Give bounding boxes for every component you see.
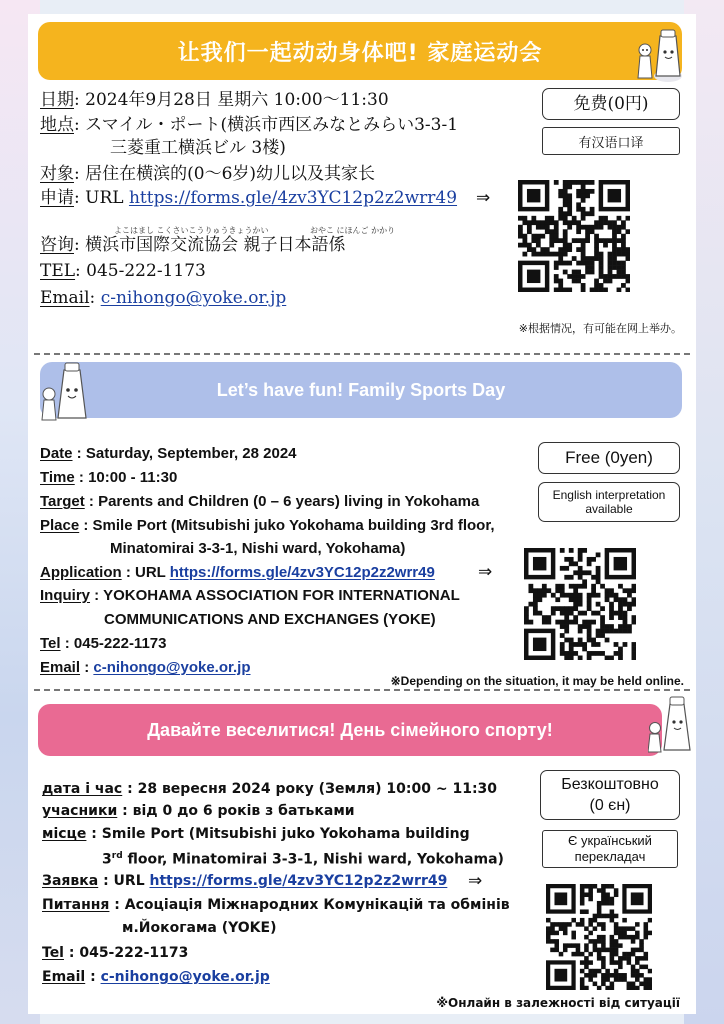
chinese-free-badge bbox=[542, 88, 680, 120]
english-free-text: Free (0yen) bbox=[565, 448, 653, 467]
english-email-sep: : bbox=[80, 659, 94, 676]
chinese-online-note: ※根据情况，有可能在网上举办。 bbox=[518, 322, 682, 335]
english-application-prefix: : URL bbox=[121, 564, 170, 581]
english-title-banner bbox=[40, 362, 682, 418]
ukrainian-date-row bbox=[42, 780, 497, 799]
mascot-icon bbox=[38, 360, 102, 424]
flyer-sheet bbox=[28, 14, 696, 1014]
chinese-date-label: 日期 bbox=[40, 90, 74, 110]
ukrainian-application-url-link[interactable]: https://forms.gle/4zv3YC12p2z2wrr49 bbox=[149, 873, 448, 889]
english-inquiry-value-line2: COMMUNICATIONS AND EXCHANGES (YOKE) bbox=[104, 611, 436, 628]
english-date-label: Date bbox=[40, 445, 73, 462]
ukrainian-participants-row bbox=[42, 802, 355, 821]
ukrainian-arrow: ⇒ bbox=[468, 871, 483, 891]
chinese-place-value-line2: 三菱重工横浜ビル 3楼) bbox=[110, 138, 286, 158]
chinese-place-value: : スマイル・ポート(横浜市西区みなとみらい3-3-1 bbox=[74, 115, 459, 135]
ukrainian-floor-rest: floor, Minatomirai 3-3-1, Nishi ward, Yokohama) bbox=[122, 851, 504, 868]
ukrainian-application-prefix: : URL bbox=[98, 873, 150, 889]
chinese-email-link[interactable]: c-nihongo@yoke.or.jp bbox=[100, 288, 287, 308]
english-title: Let’s have fun! Family Sports Day bbox=[216, 379, 506, 400]
chinese-target-row bbox=[40, 164, 375, 184]
ukrainian-interpretation-line1: Є український bbox=[568, 833, 652, 848]
ukrainian-title-banner bbox=[38, 704, 662, 756]
english-place-label: Place bbox=[40, 517, 80, 534]
ukrainian-place-label: місце bbox=[42, 826, 87, 842]
english-target-label: Target bbox=[40, 493, 85, 510]
ukrainian-participants-label: учасники bbox=[42, 803, 118, 819]
english-target-value: : Parents and Children (0 – 6 years) living in Yokohama bbox=[84, 493, 480, 510]
chinese-title: 让我们一起动动身体吧! 家庭运动会 bbox=[177, 40, 543, 66]
ukrainian-application-label: Заявка bbox=[42, 873, 99, 889]
english-place-row bbox=[40, 516, 495, 535]
ukrainian-title: Давайте веселитися! День сімейного спорту! bbox=[147, 719, 553, 740]
english-tel-label: Tel bbox=[40, 635, 61, 652]
mascot-icon bbox=[648, 694, 698, 756]
ukrainian-interpretation-badge bbox=[542, 830, 678, 868]
chinese-apply-url-link[interactable]: https://forms.gle/4zv3YC12p2z2wrr49 bbox=[128, 188, 458, 208]
chinese-date-row bbox=[40, 90, 389, 110]
chinese-apply-prefix: : URL bbox=[74, 188, 129, 208]
chinese-tel-row bbox=[40, 261, 206, 281]
english-online-note: ※Depending on the situation, it may be held online. bbox=[390, 674, 684, 688]
ukrainian-email-link[interactable]: c-nihongo@yoke.or.jp bbox=[100, 969, 270, 985]
section-divider-2 bbox=[34, 689, 690, 691]
ukrainian-email-sep: : bbox=[85, 969, 101, 985]
english-time-value: : 10:00 - 11:30 bbox=[74, 469, 178, 486]
chinese-ruby-assoc: よこはまし こくさいこうりゅうきょうかい bbox=[114, 226, 269, 235]
chinese-interpretation-text: 有汉语口译 bbox=[578, 135, 644, 151]
chinese-email-row bbox=[40, 288, 286, 308]
ukrainian-qr-code[interactable] bbox=[546, 884, 652, 990]
chinese-qr-code[interactable] bbox=[518, 180, 630, 292]
ukrainian-tel-label: Tel bbox=[42, 945, 64, 961]
ukrainian-place-value: : Smile Port (Mitsubishi juko Yokohama building bbox=[86, 826, 470, 842]
english-date-row bbox=[40, 444, 297, 463]
ukrainian-inquiry-value: : Асоціація Міжнародних Комунікацій та обмінів bbox=[109, 897, 510, 913]
ukrainian-floor-number: 3 bbox=[102, 851, 112, 868]
ukrainian-participants-value: : від 0 до 6 років з батьками bbox=[117, 803, 355, 819]
ukrainian-section bbox=[28, 696, 696, 1014]
chinese-interpretation-badge bbox=[542, 127, 680, 155]
english-date-value: : Saturday, September, 28 2024 bbox=[72, 445, 297, 462]
ukrainian-email-label: Email bbox=[42, 969, 86, 985]
chinese-inquiry-value: : 横浜市国際交流協会 親子日本語係 bbox=[74, 235, 346, 255]
english-interpretation-badge bbox=[538, 482, 680, 522]
chinese-section bbox=[28, 14, 696, 354]
english-application-url-link[interactable]: https://forms.gle/4zv3YC12p2z2wrr49 bbox=[169, 564, 435, 581]
ukrainian-inquiry-value-line2: м.Йокогама (YOKE) bbox=[122, 920, 277, 936]
english-arrow: ⇒ bbox=[478, 562, 493, 582]
english-target-row bbox=[40, 492, 479, 511]
ukrainian-tel-row bbox=[42, 944, 188, 963]
ukrainian-free-line1: Безкоштовно bbox=[561, 776, 659, 793]
ukrainian-free-badge bbox=[540, 770, 680, 820]
chinese-place-row bbox=[40, 115, 458, 135]
chinese-tel-label: TEL bbox=[40, 261, 76, 281]
section-divider-1 bbox=[34, 353, 690, 355]
chinese-tel-value: : 045-222-1173 bbox=[75, 261, 206, 281]
english-time-row bbox=[40, 468, 177, 487]
english-inquiry-label: Inquiry bbox=[40, 587, 91, 604]
english-inquiry-value: : YOKOHAMA ASSOCIATION FOR INTERNATIONAL bbox=[90, 587, 460, 604]
ukrainian-floor-suffix: rd bbox=[111, 851, 123, 861]
english-interpretation-text: English interpretation available bbox=[552, 488, 666, 516]
chinese-ruby-parent: おやこ にほんご かかり bbox=[310, 226, 396, 235]
english-email-label: Email bbox=[40, 659, 81, 676]
chinese-apply-row bbox=[40, 188, 457, 208]
english-application-row bbox=[40, 563, 435, 582]
chinese-email-label: Email bbox=[40, 288, 90, 308]
chinese-place-label: 地点 bbox=[40, 115, 74, 135]
ukrainian-interpretation-line2: перекладач bbox=[574, 849, 646, 864]
english-email-link[interactable]: c-nihongo@yoke.or.jp bbox=[93, 659, 251, 676]
chinese-inquiry-row bbox=[40, 235, 346, 255]
ukrainian-place-row bbox=[42, 825, 470, 844]
chinese-title-banner bbox=[38, 22, 682, 80]
english-qr-code[interactable] bbox=[524, 548, 636, 660]
ukrainian-tel-value: : 045-222-1173 bbox=[63, 945, 189, 961]
chinese-inquiry-label: 咨询 bbox=[40, 235, 74, 255]
chinese-arrow: ⇒ bbox=[476, 188, 491, 208]
english-place-value: : Smile Port (Mitsubishi juko Yokohama building 3rd floor, bbox=[79, 517, 495, 534]
chinese-free-text: 免费(0円) bbox=[573, 94, 649, 114]
english-tel-value: : 045-222-1173 bbox=[60, 635, 167, 652]
english-inquiry-row bbox=[40, 586, 460, 605]
english-application-label: Application bbox=[40, 564, 122, 581]
ukrainian-email-row bbox=[42, 968, 270, 987]
ukrainian-inquiry-row bbox=[42, 896, 510, 915]
english-section bbox=[28, 360, 696, 688]
english-email-row bbox=[40, 658, 251, 677]
ukrainian-application-row bbox=[42, 872, 447, 891]
chinese-target-label: 对象 bbox=[40, 164, 74, 184]
english-free-badge bbox=[538, 442, 680, 474]
chinese-date-value: : 2024年9月28日 星期六 10:00〜11:30 bbox=[74, 90, 389, 110]
mascot-icon bbox=[634, 26, 690, 86]
ukrainian-inquiry-label: Питання bbox=[42, 897, 110, 913]
english-place-value-line2: Minatomirai 3-3-1, Nishi ward, Yokohama) bbox=[110, 540, 406, 557]
ukrainian-online-note: ※Онлайн в залежності від ситуації bbox=[436, 996, 680, 1010]
english-time-label: Time bbox=[40, 469, 75, 486]
ukrainian-date-label: дата і час bbox=[42, 781, 123, 797]
ukrainian-free-line2: (0 єн) bbox=[589, 797, 631, 814]
chinese-target-value: : 居住在横滨的(0〜6岁)幼儿以及其家长 bbox=[74, 164, 376, 184]
ukrainian-date-value: : 28 вересня 2024 року (Земля) 10:00 ~ 11:30 bbox=[122, 781, 498, 797]
english-tel-row bbox=[40, 634, 166, 653]
chinese-email-sep: : bbox=[89, 288, 101, 308]
ukrainian-place-value-line2 bbox=[102, 847, 504, 870]
chinese-apply-label: 申请 bbox=[40, 188, 74, 208]
